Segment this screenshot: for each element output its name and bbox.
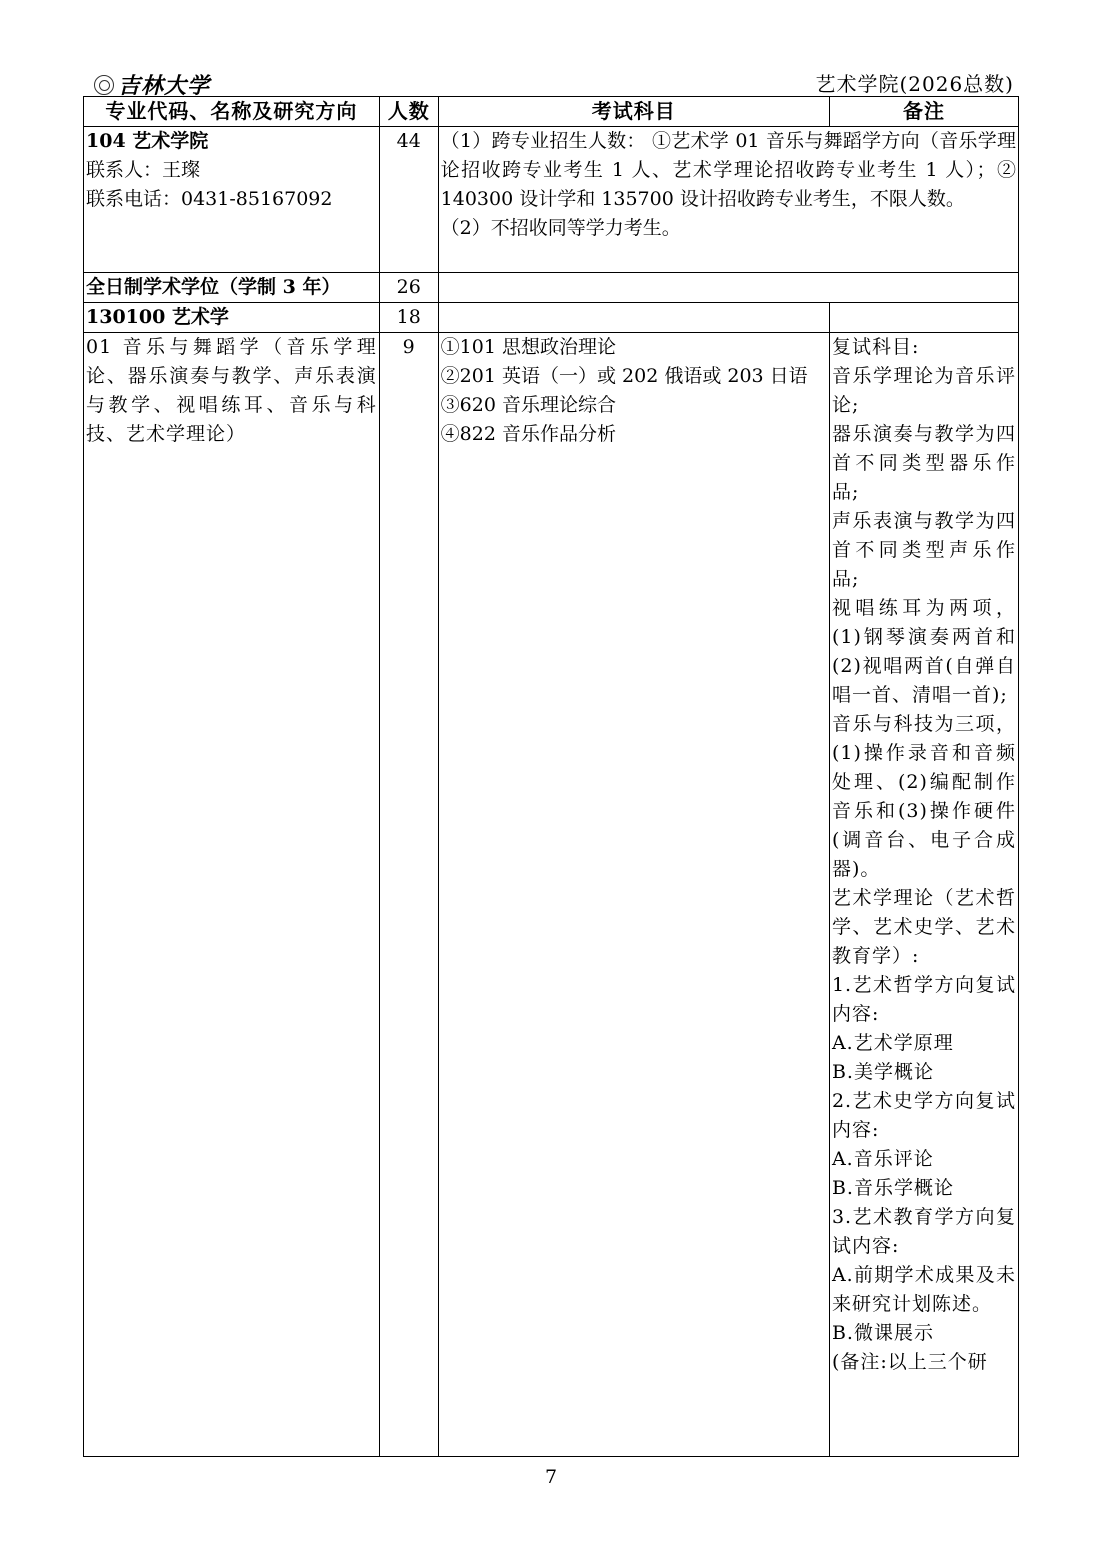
degree-empty bbox=[438, 273, 1018, 303]
header-count: 人数 bbox=[379, 97, 438, 127]
direction-remarks bbox=[829, 333, 1018, 1457]
remark-item: A.前期学术成果及未来研究计划陈述。 bbox=[831, 1264, 1016, 1315]
college-contact: 联系人：王璨 bbox=[86, 159, 201, 181]
table-header-row bbox=[84, 97, 1019, 127]
remark-item: A.艺术学原理 bbox=[831, 1032, 954, 1054]
major-remarks-empty bbox=[829, 303, 1018, 333]
degree-count: 26 bbox=[379, 273, 438, 303]
remark-item: 音乐学理论为音乐评论; bbox=[831, 365, 1016, 416]
admissions-table bbox=[83, 96, 1019, 1457]
major-row bbox=[84, 303, 1019, 333]
subject-item: ③620 音乐理论综合 bbox=[440, 394, 616, 416]
remark-item: 1.艺术哲学方向复试内容: bbox=[831, 974, 1016, 1025]
remark-item: B.美学概论 bbox=[831, 1061, 934, 1083]
college-name: 104 艺术学院 bbox=[86, 130, 209, 152]
direction-count: 9 bbox=[379, 333, 438, 1457]
header-title: 艺术学院(2026总数) bbox=[815, 72, 1014, 96]
college-notes bbox=[438, 127, 1018, 273]
university-name: 吉林大学 bbox=[118, 73, 211, 99]
remark-item: 视唱练耳为两项，(1)钢琴演奏两首和(2)视唱两首(自弹自唱一首、清唱一首); bbox=[831, 597, 1016, 706]
remark-item: (备注:以上三个研 bbox=[831, 1351, 988, 1373]
remark-item: 艺术学理论（艺术哲学、艺术史学、艺术教育学）: bbox=[831, 887, 1016, 967]
remark-item: 音乐与科技为三项，(1)操作录音和音频处理、(2)编配制作音乐和(3)操作硬件(调音台、电子合成器)。 bbox=[831, 713, 1016, 880]
major-subjects-empty bbox=[438, 303, 829, 333]
major-label: 130100 艺术学 bbox=[84, 303, 380, 333]
direction-subjects bbox=[438, 333, 829, 1457]
remark-item: 声乐表演与教学为四首不同类型声乐作品; bbox=[831, 510, 1016, 590]
page-number: 7 bbox=[544, 1466, 558, 1488]
major-count: 18 bbox=[379, 303, 438, 333]
header-major: 专业代码、名称及研究方向 bbox=[84, 97, 380, 127]
college-note-1: （1）跨专业招生人数： ①艺术学 01 音乐与舞蹈学方向（音乐学理论招收跨专业考生 1 人、艺术学理论招收跨专业考生 1 人）；② 140300 设计学和 135700 设计招收跨专业考生，不限人数。 bbox=[440, 130, 1016, 210]
remark-item: 复试科目: bbox=[831, 336, 920, 358]
remark-item: 器乐演奏与教学为四首不同类型器乐作品; bbox=[831, 423, 1016, 503]
remark-item: B.微课展示 bbox=[831, 1322, 934, 1344]
subject-item: ④822 音乐作品分析 bbox=[440, 423, 616, 445]
college-info bbox=[84, 127, 380, 273]
subject-item: ②201 英语（一）或 202 俄语或 203 日语 bbox=[440, 365, 808, 387]
degree-label: 全日制学术学位（学制 3 年） bbox=[84, 273, 380, 303]
remark-item: 3.艺术教育学方向复试内容: bbox=[831, 1206, 1016, 1257]
subject-item: ①101 思想政治理论 bbox=[440, 336, 616, 358]
degree-row bbox=[84, 273, 1019, 303]
college-count: 44 bbox=[379, 127, 438, 273]
page-header bbox=[84, 66, 1018, 99]
college-note-2: （2）不招收同等学力考生。 bbox=[440, 217, 681, 239]
remark-item: B.音乐学概论 bbox=[831, 1177, 954, 1199]
direction-row bbox=[84, 333, 1019, 1457]
remark-item: A.音乐评论 bbox=[831, 1148, 934, 1170]
header-subjects: 考试科目 bbox=[438, 97, 829, 127]
direction-label: 01 音乐与舞蹈学（音乐学理论、器乐演奏与教学、声乐表演与教学、视唱练耳、音乐与科技、艺术学理论） bbox=[84, 333, 380, 1457]
university-seal-icon bbox=[94, 75, 114, 95]
remark-item: 2.艺术史学方向复试内容: bbox=[831, 1090, 1016, 1141]
college-phone: 联系电话：0431-85167092 bbox=[86, 188, 333, 210]
header-remarks: 备注 bbox=[829, 97, 1018, 127]
college-row bbox=[84, 127, 1019, 273]
